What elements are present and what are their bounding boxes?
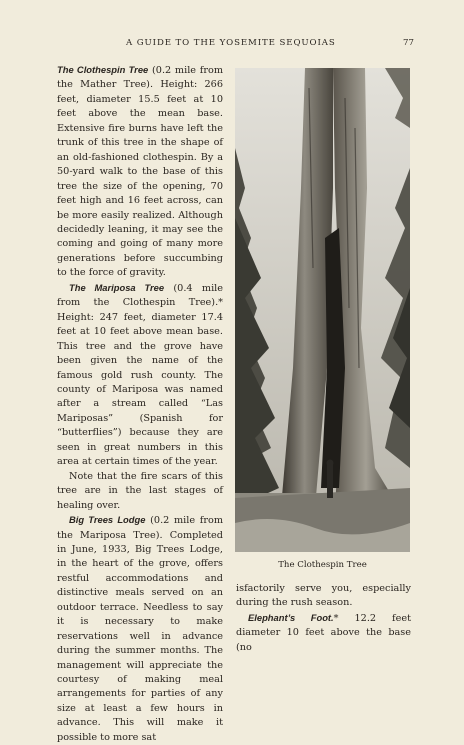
clothespin-tree-illustration — [235, 68, 410, 552]
elephant-paragraph — [236, 611, 411, 655]
lodge-continued: isfactorily serve you, especially during the rush season. — [236, 583, 411, 609]
mariposa-text: (0.4 mile from the Clothespin Tree).* Height: 247 feet, diameter 17.4 feet at 10 feet above mean base. This tree and the grove have been given the name of the famous gold rush county. The county of Mariposa was named after a stream called “Las Mariposas” (Spanish for “butterflies”) because they are seen in great numbers in this area at certain times of the year. — [57, 282, 223, 468]
elephant-heading: Elephant’s Foot. — [248, 611, 334, 623]
mariposa-note: Note that the fire scars of this tree are in the last stages of healing over. — [57, 470, 223, 511]
lodge-heading: Big Trees Lodge — [69, 514, 146, 526]
left-column — [57, 63, 223, 745]
clothespin-paragraph — [57, 63, 223, 281]
mariposa-heading: The Mariposa Tree — [69, 281, 165, 293]
clothespin-tree-photo — [235, 68, 410, 552]
running-head: A GUIDE TO THE YOSEMITE SEQUOIAS — [126, 38, 336, 48]
clothespin-heading: The Clothespin Tree — [57, 64, 149, 75]
elephant-text: * 12.2 feet diameter 10 feet above the base (no — [236, 612, 411, 653]
mariposa-paragraph — [57, 281, 223, 470]
photo-caption: The Clothespin Tree — [278, 560, 367, 570]
clothespin-text: (0.2 mile from the Mather Tree). Height: 266 feet, diameter 15.5 feet at 10 feet above the mean base. Extensive fire burns have left the trunk of this tree in the shape of an old-fashioned clothespin. By a 50-yard walk to the base of this tree the size of the opening, 70 feet high and 16 feet across, can be more easily realized. Although decidedly leaning, it may see the coming and going of many more generations before succumbing to the force of gravity. — [57, 65, 223, 279]
lodge-text: (0.2 mile from the Mariposa Tree). Completed in June, 1933, Big Trees Lodge, in the heart of the grove, offers restful accommodations and distinctive meals served on an outdoor terrace. Needless to say it is necessary to make reservations well in advance during the summer months. The management will appreciate the courtesy of making meal arrangements for parties of any size at least a few hours in advance. This will make it possible to more sat — [57, 515, 224, 743]
page-number: 77 — [403, 38, 414, 48]
lodge-paragraph — [57, 513, 223, 745]
right-column-below-photo — [236, 582, 411, 655]
